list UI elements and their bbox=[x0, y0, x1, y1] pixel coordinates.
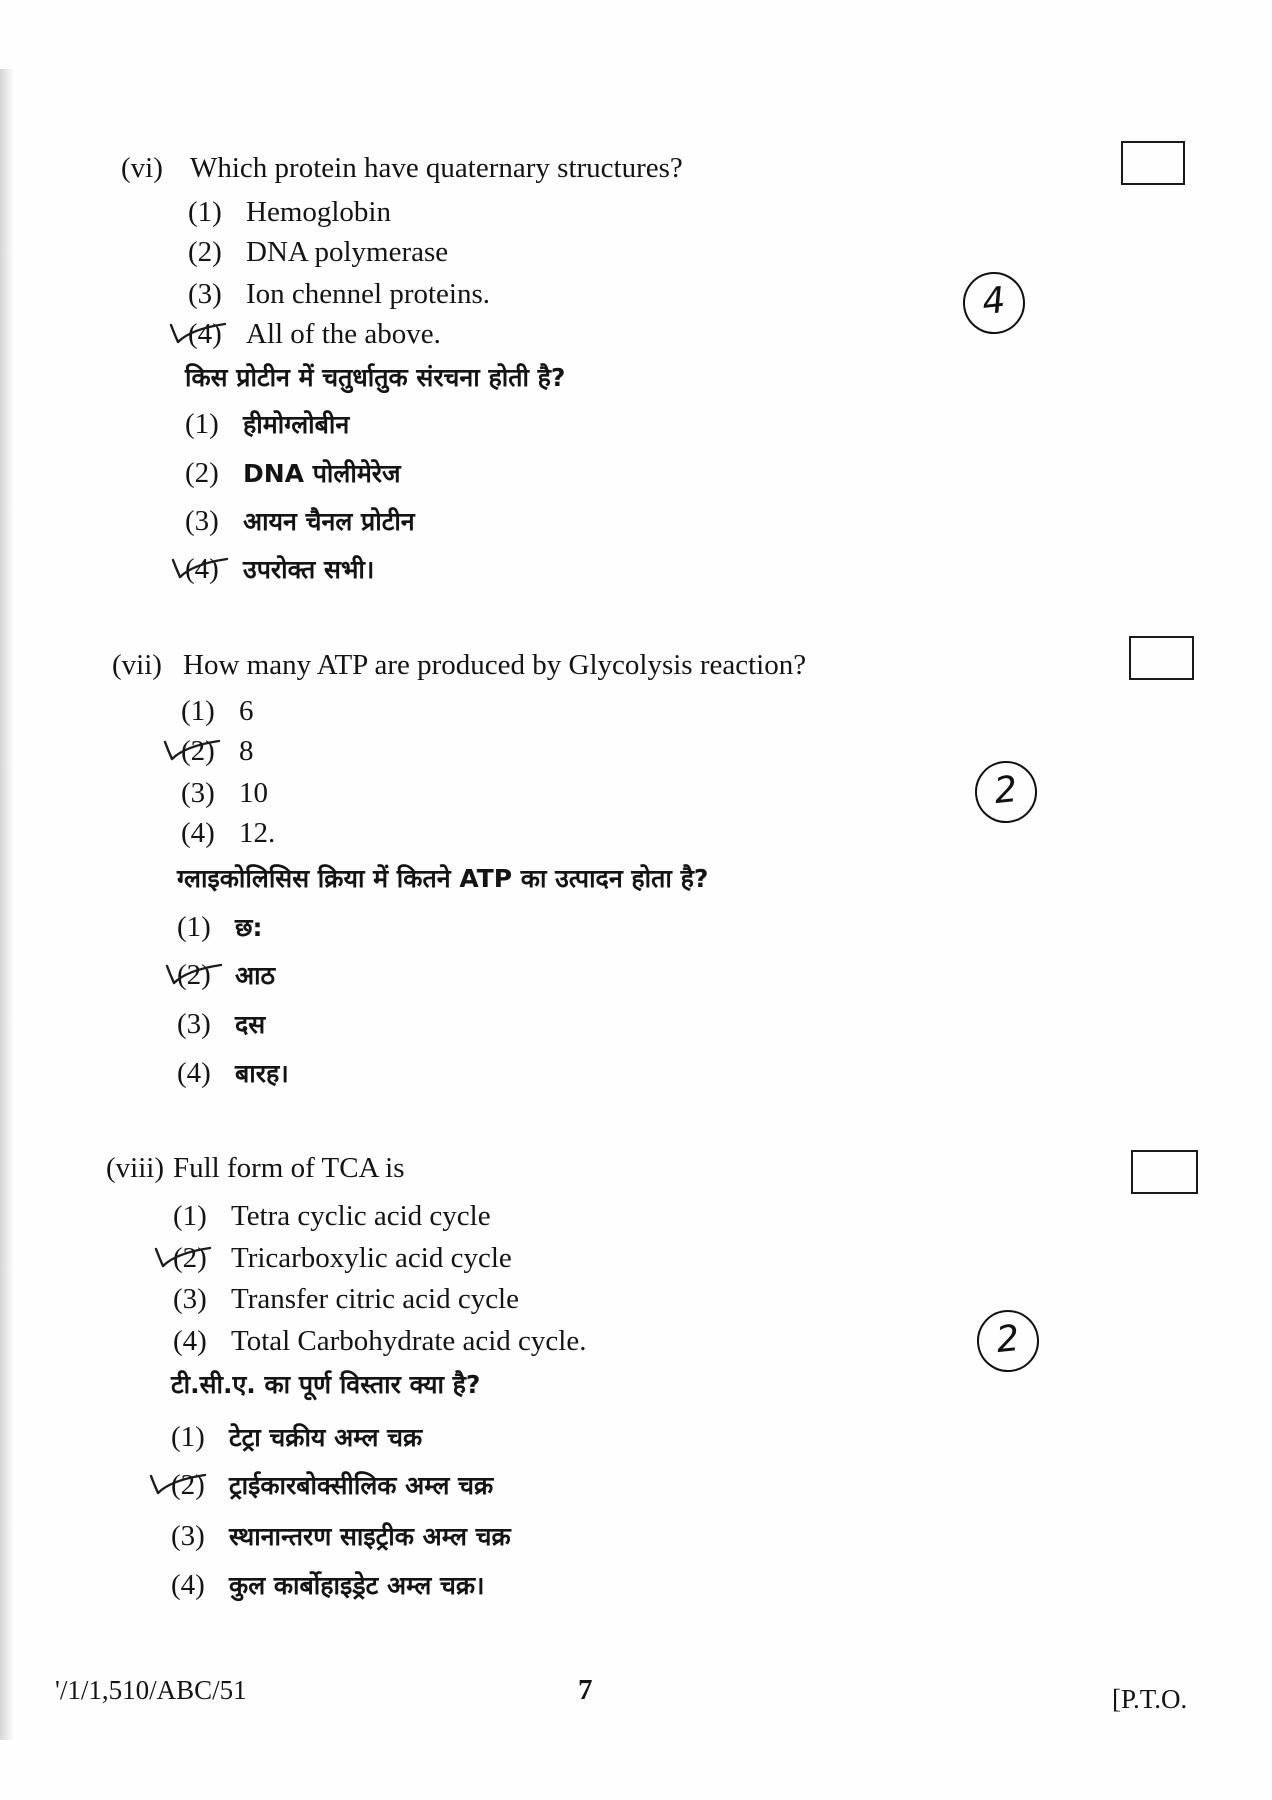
option-text: दस bbox=[235, 1010, 266, 1039]
option-text: आयन चैनल प्रोटीन bbox=[243, 507, 415, 536]
option-hi-2 bbox=[171, 1468, 493, 1503]
tick-mark bbox=[165, 960, 229, 988]
option-label: (2) bbox=[171, 1469, 205, 1501]
option-en-3 bbox=[181, 776, 268, 810]
option-label: (4) bbox=[188, 318, 222, 350]
option-text: Hemoglobin bbox=[246, 196, 391, 228]
option-en-4 bbox=[173, 1324, 586, 1358]
option-label: (2) bbox=[177, 959, 211, 991]
option-text: कुल कार्बोहाइड्रेट अम्ल चक्र। bbox=[229, 1571, 485, 1600]
option-text: टेट्रा चक्रीय अम्ल चक्र bbox=[229, 1423, 423, 1452]
option-label: (2) bbox=[188, 236, 222, 268]
option-text: Ion chennel proteins. bbox=[246, 278, 491, 310]
paper-code: '/1/1,510/ABC/51 bbox=[55, 1675, 247, 1705]
option-en-4 bbox=[181, 816, 275, 850]
option-label: (4) bbox=[181, 817, 215, 849]
option-en-3 bbox=[188, 277, 490, 311]
option-text: 6 bbox=[239, 695, 254, 727]
option-hi-3 bbox=[185, 504, 415, 539]
question-text-hi: किस प्रोटीन में चतुर्धातुक संरचना होती है? bbox=[185, 363, 566, 392]
option-label: (2) bbox=[181, 735, 215, 767]
option-label: (1) bbox=[177, 911, 211, 943]
option-text: DNA पोलीमेरेज bbox=[243, 459, 401, 488]
option-text: 10 bbox=[239, 777, 268, 809]
tick-mark bbox=[171, 554, 235, 582]
option-label: (4) bbox=[185, 553, 219, 585]
option-label: (1) bbox=[185, 408, 219, 440]
option-text: बारह। bbox=[235, 1059, 289, 1088]
option-label: (3) bbox=[171, 1520, 205, 1552]
option-hi-3 bbox=[171, 1519, 511, 1554]
question-number: (vi) bbox=[121, 152, 163, 184]
option-label: (1) bbox=[188, 196, 222, 228]
option-en-1 bbox=[188, 195, 391, 229]
tick-mark bbox=[169, 319, 233, 347]
option-hi-1 bbox=[171, 1420, 422, 1455]
option-text: Transfer citric acid cycle bbox=[231, 1283, 519, 1315]
handwritten-circled-answer: 4 bbox=[960, 269, 1028, 337]
handwritten-circled-answer: 2 bbox=[974, 1307, 1042, 1375]
option-text: छ: bbox=[235, 913, 263, 942]
option-hi-1 bbox=[177, 910, 263, 945]
question-text-hi: ग्लाइकोलिसिस क्रिया में कितने ATP का उत्पादन होता है? bbox=[177, 864, 709, 893]
option-text: 12. bbox=[239, 817, 276, 849]
option-text: हीमोग्लोबीन bbox=[243, 410, 350, 439]
option-text: Tetra cyclic acid cycle bbox=[231, 1200, 491, 1232]
scan-left-edge-shadow bbox=[0, 69, 14, 1740]
option-text: उपरोक्त सभी। bbox=[243, 555, 375, 584]
option-text: 8 bbox=[239, 735, 254, 767]
option-label: (4) bbox=[177, 1057, 211, 1089]
question-text-hi: टी.सी.ए. का पूर्ण विस्तार क्या है? bbox=[171, 1370, 481, 1399]
option-text: Total Carbohydrate acid cycle. bbox=[231, 1325, 587, 1357]
option-label: (3) bbox=[177, 1008, 211, 1040]
question-text-en: Which protein have quaternary structures? bbox=[190, 152, 683, 184]
option-en-2 bbox=[188, 235, 448, 269]
option-hi-4 bbox=[171, 1568, 485, 1603]
option-text: आठ bbox=[235, 961, 276, 990]
option-label: (2) bbox=[173, 1242, 207, 1274]
option-label: (3) bbox=[181, 777, 215, 809]
option-en-1 bbox=[181, 694, 254, 728]
tick-mark bbox=[163, 736, 227, 764]
pto-marker: [P.T.O. bbox=[1112, 1684, 1188, 1714]
option-text: DNA polymerase bbox=[246, 236, 449, 268]
question-number: (viii) bbox=[106, 1152, 164, 1184]
question-number: (vii) bbox=[112, 649, 162, 681]
option-en-1 bbox=[173, 1199, 491, 1233]
answer-box bbox=[1121, 141, 1185, 185]
option-hi-4 bbox=[177, 1056, 289, 1091]
option-label: (4) bbox=[171, 1569, 205, 1601]
answer-box bbox=[1131, 1150, 1198, 1194]
option-text: Tricarboxylic acid cycle bbox=[231, 1242, 512, 1274]
answer-box bbox=[1129, 636, 1194, 680]
question-text-en: How many ATP are produced by Glycolysis reaction? bbox=[183, 649, 807, 681]
option-label: (3) bbox=[188, 278, 222, 310]
option-label: (3) bbox=[185, 505, 219, 537]
option-label: (3) bbox=[173, 1283, 207, 1315]
option-hi-1 bbox=[185, 407, 349, 442]
option-label: (4) bbox=[173, 1325, 207, 1357]
option-text: All of the above. bbox=[246, 318, 441, 350]
option-en-2 bbox=[173, 1241, 512, 1275]
option-en-3 bbox=[173, 1282, 519, 1316]
option-label: (1) bbox=[173, 1200, 207, 1232]
handwritten-circled-answer: 2 bbox=[972, 758, 1040, 826]
question-text-en: Full form of TCA is bbox=[173, 1152, 405, 1184]
tick-mark bbox=[149, 1470, 213, 1498]
option-hi-3 bbox=[177, 1007, 265, 1042]
option-label: (2) bbox=[185, 457, 219, 489]
tick-mark bbox=[154, 1243, 218, 1271]
option-hi-2 bbox=[185, 456, 401, 491]
page-number: 7 bbox=[578, 1674, 593, 1706]
option-label: (1) bbox=[171, 1421, 205, 1453]
option-label: (1) bbox=[181, 695, 215, 727]
option-text: ट्राईकारबोक्सीलिक अम्ल चक्र bbox=[229, 1471, 494, 1500]
option-text: स्थानान्तरण साइट्रीक अम्ल चक्र bbox=[229, 1522, 511, 1551]
